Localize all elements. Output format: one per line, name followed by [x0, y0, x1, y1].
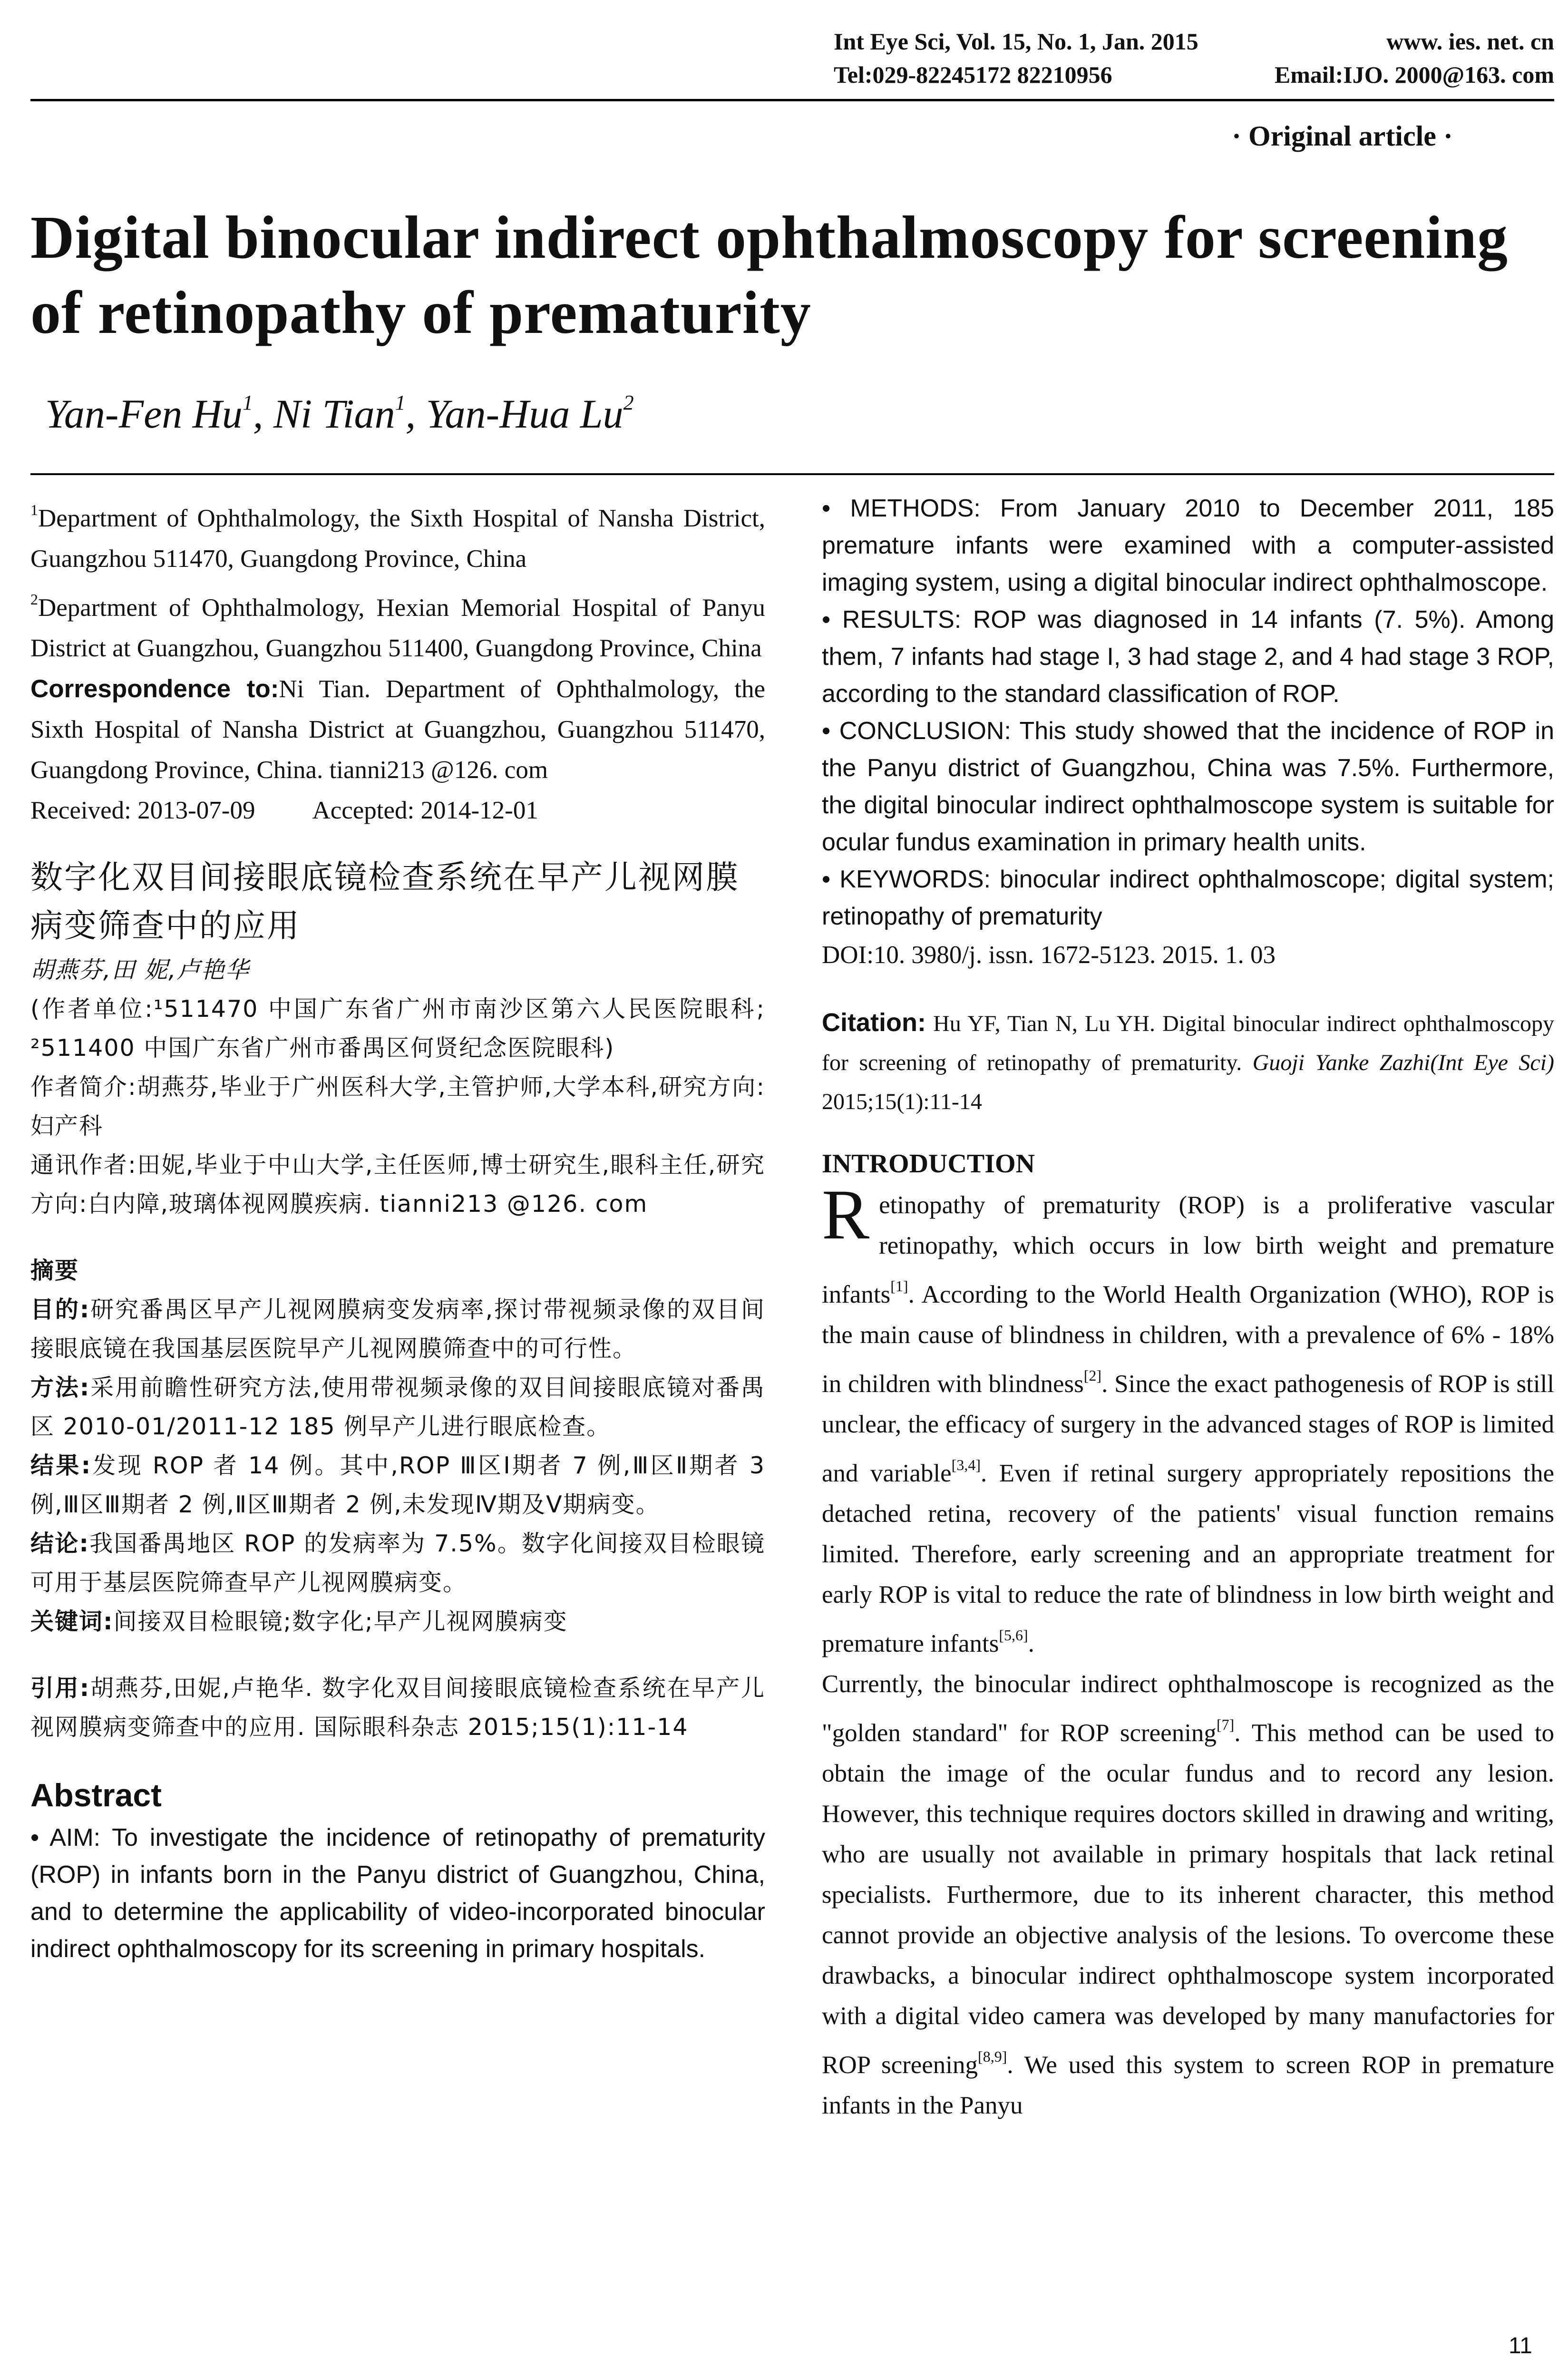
left-column: [30, 490, 765, 1968]
chinese-results: [30, 1446, 765, 1524]
abstract-heading: Abstract: [30, 1777, 162, 1813]
affiliation-text: Department of Ophthalmology, Hexian Memorial Hospital of Panyu District at Guangzhou, Guangzhou 511400, Guangdong Province, China: [30, 594, 765, 662]
chinese-citation: [30, 1669, 765, 1747]
chinese-author-bio: 作者简介:胡燕芬,毕业于广州医科大学,主管护师,大学本科,研究方向:妇产科: [30, 1073, 765, 1140]
chinese-keywords: [30, 1602, 765, 1641]
chinese-keywords-label: 关键词:: [30, 1608, 114, 1635]
chinese-methods-label: 方法:: [30, 1374, 90, 1401]
abstract-results: [822, 601, 1554, 712]
chinese-conclusion-label: 结论:: [30, 1530, 90, 1557]
abstract-results-text: ROP was diagnosed in 14 infants (7. 5%). Among them, 7 infants had stage I, 3 had stage 2, and 4 had stage 3 ROP, according to the standard classification of ROP.: [822, 606, 1554, 708]
intro-text: . Since the exact pathogenesis of ROP is still unclear, the efficacy of surgery in the advanced stages of ROP is limited and variable: [822, 1370, 1554, 1487]
title-line-2: of retinopathy of prematurity: [30, 279, 811, 346]
abstract-keywords-text: binocular indirect ophthalmoscope; digital system; retinopathy of prematurity: [822, 866, 1554, 930]
chinese-aim-label: 目的:: [30, 1296, 90, 1323]
author-affil-mark: 1: [395, 391, 406, 414]
abstract-aim-text: To investigate the incidence of retinopathy of prematurity (ROP) in infants born in the Panyu district of Guangzhou, China, and to determine the applicability of video-incorporated binocular indirect ophthalmoscopy for its screening in primary hospitals.: [30, 1824, 765, 1963]
author-list: [45, 390, 634, 438]
affil-mark: 2: [30, 591, 38, 608]
chinese-methods-text: 采用前瞻性研究方法,使用带视频录像的双目间接眼底镜对番禺区 2010-01/2011-12 185 例早产儿进行眼底检查。: [30, 1374, 765, 1440]
chinese-conclusion: [30, 1524, 765, 1602]
correspondence-text: Ni Tian. Department of Ophthalmology, the Sixth Hospital of Nansha District at Guangzhou, Guangzhou 511470, Guangdong Province, China. tianni213 @126. com: [30, 675, 765, 784]
doi[interactable]: DOI:10. 3980/j. issn. 1672-5123. 2015. 1. 03: [822, 941, 1276, 969]
abstract-keywords: [822, 861, 1554, 935]
intro-text: . Even if retinal surgery appropriately repositions the detached retina, recovery of the patients' visual function remains limited. Therefore, early screening and an appropriate treatment for early ROP is vital to reduce the rate of blindness in low birth weight and premature infants: [822, 1460, 1555, 1657]
abstract-aim: [30, 1819, 765, 1968]
chinese-affiliations: (作者单位:¹511470 中国广东省广州市南沙区第六人民医院眼科; ²511400 中国广东省广州市番禺区何贤纪念医院眼科): [30, 995, 765, 1062]
article-type: · Original article ·: [1232, 120, 1453, 152]
chinese-citation-text: 胡燕芬,田妮,卢艳华. 数字化双目间接眼底镜检查系统在早产儿视网膜病变筛查中的应用. 国际眼科杂志 2015;15(1):11-14: [30, 1675, 765, 1741]
author-name: Ni Tian: [273, 391, 395, 437]
chinese-authors: 胡燕芬,田 妮,卢艳华: [30, 956, 250, 984]
received-date: Received: 2013-07-09: [30, 797, 255, 824]
intro-paragraph-2: [822, 1664, 1554, 2126]
chinese-abstract-heading: 摘要: [30, 1257, 79, 1284]
header-rule: [30, 99, 1554, 101]
reference-mark[interactable]: [8,9]: [978, 2048, 1007, 2065]
dates: [30, 790, 765, 831]
affiliation-text: Department of Ophthalmology, the Sixth Hospital of Nansha District, Guangzhou 511470, Guangdong Province, China: [30, 505, 765, 573]
chinese-title: 数字化双目间接眼底镜检查系统在早产儿视网膜病变筛查中的应用: [30, 859, 740, 945]
title-rule: [30, 473, 1554, 475]
running-header: [834, 25, 1554, 91]
author-name: Yan-Fen Hu: [45, 391, 243, 437]
intro-text: etinopathy of prematurity (ROP) is a proliferative vascular retinopathy, which occurs in low birth weight and premature infants: [822, 1191, 1554, 1308]
reference-mark[interactable]: [5,6]: [999, 1627, 1028, 1644]
reference-mark[interactable]: [1]: [890, 1277, 908, 1295]
author-affil-mark: 1: [242, 391, 253, 414]
citation-volume: 2015;15(1):11-14: [822, 1089, 982, 1114]
drop-cap: R: [822, 1175, 870, 1254]
author-affil-mark: 2: [623, 391, 634, 414]
affiliation-1: [30, 490, 765, 579]
abstract-conclusion: [822, 712, 1554, 861]
reference-mark[interactable]: [2]: [1083, 1367, 1102, 1384]
affiliation-2: [30, 579, 765, 669]
journal-website[interactable]: www. ies. net. cn: [1386, 28, 1554, 55]
citation: [822, 1003, 1554, 1121]
journal-email[interactable]: Email:IJO. 2000@163. com: [1274, 61, 1554, 88]
correspondence-label: Correspondence to:: [30, 675, 279, 703]
introduction-heading: INTRODUCTION: [822, 1149, 1035, 1179]
chinese-methods: [30, 1368, 765, 1446]
chinese-aim-text: 研究番禺区早产儿视网膜病变发病率,探讨带视频录像的双目间接眼底镜在我国基层医院早产儿视网膜筛查中的可行性。: [30, 1296, 765, 1362]
chinese-results-label: 结果:: [30, 1452, 92, 1479]
intro-text: . We used this system to screen ROP in premature infants in the Panyu: [822, 2051, 1554, 2119]
page-number: 11: [1509, 2333, 1532, 2358]
abstract-methods-text: From January 2010 to December 2011, 185 premature infants were examined with a computer-assisted imaging system, using a digital binocular indirect ophthalmoscope.: [822, 495, 1554, 596]
intro-text: . According to the World Health Organization (WHO), ROP is the main cause of blindness in children, with a prevalence of 6% - 18% in children with blindness: [822, 1281, 1554, 1398]
abstract-methods: [822, 490, 1554, 601]
abstract-keywords-label: • KEYWORDS:: [822, 866, 991, 893]
chinese-citation-label: 引用:: [30, 1675, 90, 1702]
journal-phone: Tel:029-82245172 82210956: [834, 61, 1112, 88]
reference-mark[interactable]: [3,4]: [951, 1456, 981, 1473]
chinese-aim: [30, 1290, 765, 1368]
author-separator: ,: [405, 391, 426, 437]
intro-text: .: [1028, 1630, 1034, 1657]
journal-issue: Int Eye Sci, Vol. 15, No. 1, Jan. 2015: [834, 28, 1198, 55]
chinese-conclusion-text: 我国番禺地区 ROP 的发病率为 7.5%。数字化间接双目检眼镜可用于基层医院筛查早产儿视网膜病变。: [30, 1530, 765, 1596]
affil-mark: 1: [30, 501, 38, 518]
chinese-correspondence: 通讯作者:田妮,毕业于中山大学,主任医师,博士研究生,眼科主任,研究方向:白内障,玻璃体视网膜疾病. tianni213 @126. com: [30, 1151, 765, 1218]
author-separator: ,: [253, 391, 273, 437]
abstract-conclusion-text: This study showed that the incidence of ROP in the Panyu district of Guangzhou, China was 7.5%. Furthermore, the digital binocular indirect ophthalmoscope system is suitable for ocular fundus examination in primary health units.: [822, 717, 1555, 856]
abstract-results-label: • RESULTS:: [822, 606, 962, 633]
citation-text: Hu YF, Tian N, Lu YH. Digital binocular indirect ophthalmoscopy for screening of retinopathy of prematurity.: [822, 1011, 1554, 1075]
intro-paragraph-1: [822, 1175, 1555, 1664]
citation-label: Citation:: [822, 1008, 926, 1037]
chinese-keywords-text: 间接双目检眼镜;数字化;早产儿视网膜病变: [113, 1608, 568, 1635]
abstract-aim-label: • AIM:: [30, 1824, 101, 1851]
abstract-conclusion-label: • CONCLUSION:: [822, 717, 1011, 745]
accepted-date: Accepted: 2014-12-01: [312, 797, 538, 824]
right-column: [822, 490, 1554, 2126]
intro-text: Currently, the binocular indirect ophthalmoscope is recognized as the "golden standard" for ROP screening: [822, 1670, 1554, 1747]
chinese-results-text: 发现 ROP 者 14 例。其中,ROP Ⅲ区Ⅰ期者 7 例,Ⅲ区Ⅱ期者 3 例,Ⅲ区Ⅲ期者 2 例,Ⅱ区Ⅲ期者 2 例,未发现Ⅳ期及Ⅴ期病变。: [30, 1452, 765, 1518]
abstract-methods-label: • METHODS:: [822, 495, 981, 522]
author-name: Yan-Hua Lu: [426, 391, 623, 437]
intro-text: . This method can be used to obtain the image of the ocular fundus and to record any lesion. However, this technique requires doctors skilled in drawing and writing, who are usually not available in primary hospitals that lack retinal specialists. Furthermore, due to its inherent character, this method cannot provide an objective analysis of the lesions. To overcome these drawbacks, a binocular indirect ophthalmoscope system incorporated with a digital video camera was developed by many manufactories for ROP screening: [822, 1719, 1554, 2079]
title-line-1: Digital binocular indirect ophthalmoscopy for screening: [30, 204, 1508, 271]
citation-journal: Guoji Yanke Zazhi(Int Eye Sci): [1252, 1050, 1554, 1075]
correspondence: [30, 669, 765, 790]
article-title: [30, 200, 1562, 350]
reference-mark[interactable]: [7]: [1216, 1716, 1235, 1733]
